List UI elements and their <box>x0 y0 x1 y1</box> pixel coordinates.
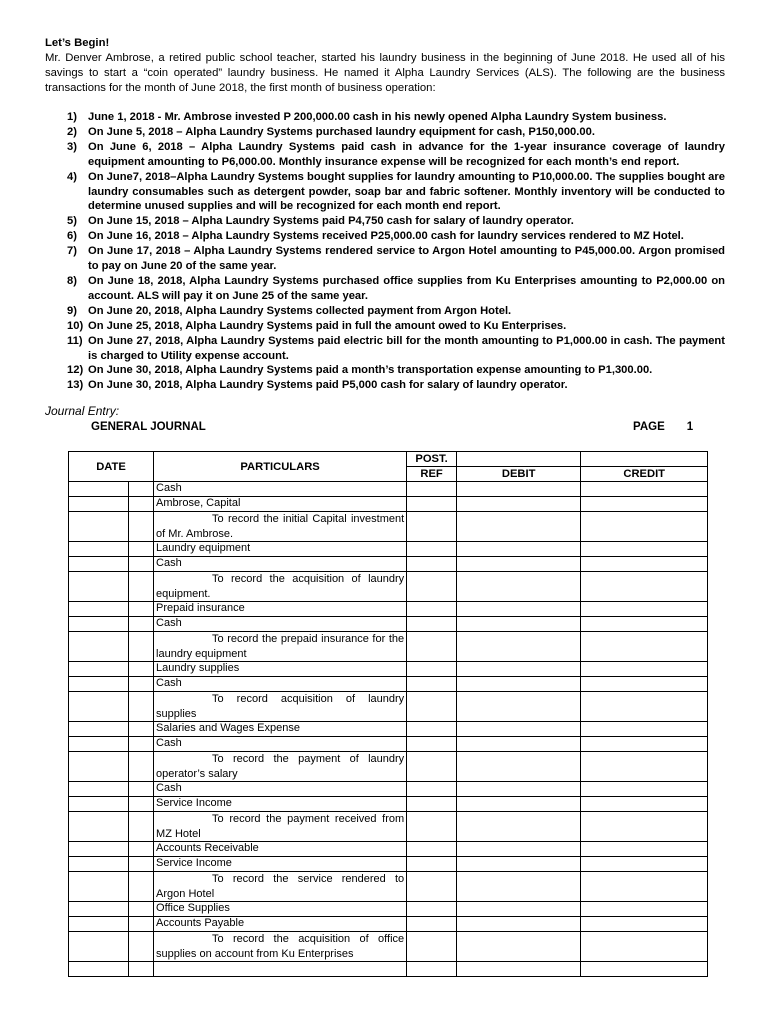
credit-cell[interactable] <box>581 572 708 602</box>
date-day-cell[interactable] <box>129 617 154 632</box>
particulars-cell <box>154 692 407 722</box>
journal-row <box>69 737 708 752</box>
post-ref-cell[interactable] <box>407 482 457 497</box>
journal-row <box>69 812 708 842</box>
post-ref-cell[interactable] <box>407 602 457 617</box>
explanation-text: To record the payment received from MZ Hotel <box>156 813 405 840</box>
credit-header: CREDIT <box>581 467 708 482</box>
date-day-cell[interactable] <box>129 497 154 512</box>
journal-row <box>69 512 708 542</box>
credit-cell[interactable] <box>581 842 708 857</box>
debit-cell[interactable] <box>456 752 580 782</box>
credit-cell[interactable] <box>581 797 708 812</box>
debit-cell[interactable] <box>456 842 580 857</box>
transaction-text: On June 30, 2018, Alpha Laundry Systems paid P5,000 cash for salary of laundry operator. <box>88 379 568 392</box>
page-number: 1 <box>686 421 694 433</box>
credit-cell[interactable] <box>581 677 708 692</box>
date-month-cell[interactable] <box>69 557 129 572</box>
explanation-text: To record acquisition of laundry supplies <box>156 693 405 720</box>
credit-cell[interactable] <box>581 872 708 902</box>
transaction-number: 10) <box>67 319 84 332</box>
date-day-cell[interactable] <box>129 842 154 857</box>
post-ref-cell[interactable] <box>407 737 457 752</box>
particulars-cell: Cash <box>154 617 407 632</box>
particulars-cell: Cash <box>154 782 407 797</box>
transaction-text: On June 20, 2018, Alpha Laundry Systems collected payment from Argon Hotel. <box>88 304 512 317</box>
journal-row <box>69 557 708 572</box>
date-day-cell[interactable] <box>129 932 154 962</box>
date-month-cell[interactable] <box>69 812 129 842</box>
particulars-cell: Laundry equipment <box>154 542 407 557</box>
post-ref-header-line2: REF <box>407 467 457 482</box>
transaction-number: 4) <box>67 170 77 183</box>
date-day-cell[interactable] <box>129 692 154 722</box>
credit-cell[interactable] <box>581 722 708 737</box>
transaction-text: On June 6, 2018 – Alpha Laundry Systems paid cash in advance for the 1-year insurance coverage of laundry equipment amounting to P6,000.00. Monthly insurance expense will be recognized for each month’s end report. <box>88 140 725 168</box>
journal-row <box>69 962 708 977</box>
journal-row <box>69 662 708 677</box>
debit-cell[interactable] <box>456 872 580 902</box>
explanation-text: To record the prepaid insurance for the laundry equipment <box>156 633 405 660</box>
date-day-cell[interactable] <box>129 557 154 572</box>
post-ref-cell[interactable] <box>407 962 457 977</box>
particulars-cell: Cash <box>154 557 407 572</box>
post-ref-cell[interactable] <box>407 557 457 572</box>
date-month-cell[interactable] <box>69 917 129 932</box>
general-journal-title: GENERAL JOURNAL <box>91 421 206 433</box>
debit-cell[interactable] <box>456 722 580 737</box>
particulars-cell: Cash <box>154 737 407 752</box>
journal-row <box>69 842 708 857</box>
particulars-cell: Service Income <box>154 797 407 812</box>
particulars-cell <box>154 752 407 782</box>
credit-cell[interactable] <box>581 692 708 722</box>
post-ref-cell[interactable] <box>407 662 457 677</box>
debit-header-top <box>456 452 580 467</box>
post-ref-cell[interactable] <box>407 722 457 737</box>
date-month-cell[interactable] <box>69 632 129 662</box>
journal-row <box>69 632 708 662</box>
debit-cell[interactable] <box>456 542 580 557</box>
particulars-cell <box>154 812 407 842</box>
transaction-text: June 1, 2018 - Mr. Ambrose invested P 200,000.00 cash in his newly opened Alpha Laundry System business. <box>88 111 667 123</box>
date-month-cell[interactable] <box>69 602 129 617</box>
date-day-cell[interactable] <box>129 962 154 977</box>
journal-row <box>69 722 708 737</box>
credit-cell[interactable] <box>581 497 708 512</box>
journal-row <box>69 797 708 812</box>
particulars-cell <box>154 872 407 902</box>
debit-cell[interactable] <box>456 482 580 497</box>
post-ref-cell[interactable] <box>407 782 457 797</box>
date-day-cell[interactable] <box>129 902 154 917</box>
debit-cell[interactable] <box>456 602 580 617</box>
debit-cell[interactable] <box>456 572 580 602</box>
debit-cell[interactable] <box>456 497 580 512</box>
transaction-number: 5) <box>67 215 77 228</box>
journal-row <box>69 752 708 782</box>
debit-cell[interactable] <box>456 902 580 917</box>
credit-cell[interactable] <box>581 512 708 542</box>
particulars-cell: Cash <box>154 482 407 497</box>
post-ref-cell[interactable] <box>407 572 457 602</box>
particulars-cell <box>154 632 407 662</box>
journal-row <box>69 932 708 962</box>
post-ref-cell[interactable] <box>407 917 457 932</box>
debit-cell[interactable] <box>456 857 580 872</box>
date-month-cell[interactable] <box>69 512 129 542</box>
transaction-number: 7) <box>67 245 77 258</box>
transaction-text: On June7, 2018–Alpha Laundry Systems bought supplies for laundry amounting to P10,000.00. The supplies bought are laundry consumables such as detergent powder, soap bar and fabric softener. Monthly inventory will be conducted to determine unused supplies and will be recognized for each month end report. <box>88 170 725 213</box>
post-ref-cell[interactable] <box>407 632 457 662</box>
page-label: PAGE <box>633 421 665 433</box>
explanation-text: To record the acquisition of office supplies on account from Ku Enterprises <box>156 933 405 960</box>
particulars-header: PARTICULARS <box>154 452 407 482</box>
particulars-cell: Office Supplies <box>154 902 407 917</box>
transaction-number: 2) <box>67 125 77 138</box>
particulars-cell: Ambrose, Capital <box>154 497 407 512</box>
transaction-item <box>45 378 725 393</box>
particulars-cell <box>154 572 407 602</box>
date-day-cell[interactable] <box>129 917 154 932</box>
post-ref-cell[interactable] <box>407 752 457 782</box>
date-day-cell[interactable] <box>129 737 154 752</box>
explanation-text: To record the initial Capital investment of Mr. Ambrose. <box>156 513 405 540</box>
date-month-cell[interactable] <box>69 572 129 602</box>
particulars-cell: Accounts Receivable <box>154 842 407 857</box>
journal-row <box>69 602 708 617</box>
transaction-number: 8) <box>67 274 77 287</box>
credit-cell[interactable] <box>581 632 708 662</box>
journal-row <box>69 902 708 917</box>
date-day-cell[interactable] <box>129 512 154 542</box>
transaction-item <box>45 334 725 364</box>
post-ref-cell[interactable] <box>407 677 457 692</box>
debit-cell[interactable] <box>456 677 580 692</box>
debit-cell[interactable] <box>456 557 580 572</box>
date-day-cell[interactable] <box>129 482 154 497</box>
debit-cell[interactable] <box>456 917 580 932</box>
debit-cell[interactable] <box>456 962 580 977</box>
debit-cell[interactable] <box>456 797 580 812</box>
intro-section <box>45 36 725 96</box>
date-day-cell[interactable] <box>129 752 154 782</box>
post-ref-cell[interactable] <box>407 872 457 902</box>
journal-row <box>69 872 708 902</box>
credit-cell[interactable] <box>581 557 708 572</box>
particulars-cell: Service Income <box>154 857 407 872</box>
date-month-cell[interactable] <box>69 662 129 677</box>
journal-row <box>69 782 708 797</box>
debit-cell[interactable] <box>456 932 580 962</box>
date-header: DATE <box>69 452 154 482</box>
date-day-cell[interactable] <box>129 722 154 737</box>
journal-row <box>69 482 708 497</box>
post-ref-cell[interactable] <box>407 857 457 872</box>
explanation-text: To record the payment of laundry operator’s salary <box>156 753 405 780</box>
post-ref-cell[interactable] <box>407 842 457 857</box>
particulars-cell: Accounts Payable <box>154 917 407 932</box>
debit-cell[interactable] <box>456 512 580 542</box>
particulars-cell: Prepaid insurance <box>154 602 407 617</box>
credit-cell[interactable] <box>581 782 708 797</box>
journal-row <box>69 617 708 632</box>
particulars-cell: Cash <box>154 677 407 692</box>
date-month-cell[interactable] <box>69 722 129 737</box>
post-ref-cell[interactable] <box>407 512 457 542</box>
date-day-cell[interactable] <box>129 677 154 692</box>
date-month-cell[interactable] <box>69 752 129 782</box>
transaction-item <box>45 319 725 334</box>
journal-row <box>69 677 708 692</box>
debit-cell[interactable] <box>456 632 580 662</box>
date-day-cell[interactable] <box>129 542 154 557</box>
date-month-cell[interactable] <box>69 692 129 722</box>
journal-row <box>69 497 708 512</box>
credit-cell[interactable] <box>581 962 708 977</box>
post-ref-cell[interactable] <box>407 902 457 917</box>
credit-cell[interactable] <box>581 752 708 782</box>
particulars-cell <box>154 512 407 542</box>
particulars-cell <box>154 932 407 962</box>
credit-cell[interactable] <box>581 602 708 617</box>
transaction-text: On June 17, 2018 – Alpha Laundry Systems rendered service to Argon Hotel amounting to P45,000.00. Argon promised to pay on June 20 of the same year. <box>88 245 725 273</box>
transaction-item <box>45 363 725 378</box>
transaction-number: 6) <box>67 230 77 243</box>
credit-cell[interactable] <box>581 917 708 932</box>
date-month-cell[interactable] <box>69 932 129 962</box>
credit-cell[interactable] <box>581 662 708 677</box>
particulars-cell: Salaries and Wages Expense <box>154 722 407 737</box>
intro-heading: Let’s Begin! <box>45 37 110 49</box>
post-ref-cell[interactable] <box>407 692 457 722</box>
journal-body <box>69 482 708 977</box>
date-month-cell[interactable] <box>69 857 129 872</box>
date-month-cell[interactable] <box>69 482 129 497</box>
transaction-text: On June 18, 2018, Alpha Laundry Systems purchased office supplies from Ku Enterprises amounting to P2,000.00 on account. ALS will pay it on June 25 of the same year. <box>88 274 725 302</box>
date-day-cell[interactable] <box>129 812 154 842</box>
post-ref-cell[interactable] <box>407 797 457 812</box>
credit-cell[interactable] <box>581 932 708 962</box>
date-month-cell[interactable] <box>69 737 129 752</box>
debit-header: DEBIT <box>456 467 580 482</box>
journal-row <box>69 917 708 932</box>
journal-entry-label: Journal Entry: <box>45 404 120 418</box>
page-indicator <box>633 421 693 433</box>
post-ref-cell[interactable] <box>407 542 457 557</box>
explanation-text: To record the acquisition of laundry equipment. <box>156 573 405 600</box>
credit-cell[interactable] <box>581 482 708 497</box>
debit-cell[interactable] <box>456 617 580 632</box>
transaction-number: 3) <box>67 140 77 153</box>
transaction-item <box>45 274 725 304</box>
transaction-list <box>45 110 725 393</box>
credit-cell[interactable] <box>581 617 708 632</box>
date-day-cell[interactable] <box>129 632 154 662</box>
general-journal-table <box>68 451 708 977</box>
date-month-cell[interactable] <box>69 872 129 902</box>
transaction-item <box>45 214 725 229</box>
date-month-cell[interactable] <box>69 497 129 512</box>
date-day-cell[interactable] <box>129 797 154 812</box>
date-day-cell[interactable] <box>129 602 154 617</box>
transaction-text: On June 27, 2018, Alpha Laundry Systems paid electric bill for the month amounting to P1,000.00 in cash. The payment is charged to Utility expense account. <box>88 334 725 362</box>
debit-cell[interactable] <box>456 737 580 752</box>
date-day-cell[interactable] <box>129 662 154 677</box>
post-ref-cell[interactable] <box>407 812 457 842</box>
debit-cell[interactable] <box>456 782 580 797</box>
debit-cell[interactable] <box>456 662 580 677</box>
transaction-text: On June 15, 2018 – Alpha Laundry Systems paid P4,750 cash for salary of laundry operator. <box>88 215 574 228</box>
transaction-item <box>45 304 725 319</box>
transaction-number: 11) <box>67 334 83 347</box>
transaction-number: 1) <box>67 111 77 123</box>
transaction-item <box>45 170 725 215</box>
transaction-text: On June 5, 2018 – Alpha Laundry Systems purchased laundry equipment for cash, P150,000.00. <box>88 125 595 138</box>
credit-cell[interactable] <box>581 857 708 872</box>
credit-cell[interactable] <box>581 902 708 917</box>
credit-cell[interactable] <box>581 542 708 557</box>
explanation-text: To record the service rendered to Argon Hotel <box>156 873 405 900</box>
credit-header-top <box>581 452 708 467</box>
journal-row <box>69 692 708 722</box>
credit-cell[interactable] <box>581 812 708 842</box>
date-month-cell[interactable] <box>69 677 129 692</box>
date-day-cell[interactable] <box>129 857 154 872</box>
date-month-cell[interactable] <box>69 902 129 917</box>
transaction-text: On June 16, 2018 – Alpha Laundry Systems received P25,000.00 cash for laundry services rendered to MZ Hotel. <box>88 230 684 243</box>
post-ref-cell[interactable] <box>407 617 457 632</box>
debit-cell[interactable] <box>456 812 580 842</box>
credit-cell[interactable] <box>581 737 708 752</box>
post-ref-cell[interactable] <box>407 497 457 512</box>
date-month-cell[interactable] <box>69 617 129 632</box>
transaction-number: 13) <box>67 379 84 392</box>
particulars-cell <box>154 962 407 977</box>
date-month-cell[interactable] <box>69 797 129 812</box>
date-month-cell[interactable] <box>69 782 129 797</box>
date-month-cell[interactable] <box>69 842 129 857</box>
transaction-text: On June 30, 2018, Alpha Laundry Systems paid a month’s transportation expense amounting to P1,300.00. <box>88 364 653 377</box>
transaction-number: 9) <box>67 304 77 317</box>
debit-cell[interactable] <box>456 692 580 722</box>
post-ref-cell[interactable] <box>407 932 457 962</box>
intro-paragraph: Mr. Denver Ambrose, a retired public school teacher, started his laundry business in the beginning of June 2018. He used all of his savings to start a “coin operated” laundry business. He named it Alpha Laundry Services (ALS). The following are the business transactions for the month of June 2018, the first month of business operation: <box>45 52 725 94</box>
journal-row <box>69 857 708 872</box>
particulars-cell: Laundry supplies <box>154 662 407 677</box>
transaction-item <box>45 140 725 170</box>
transaction-item <box>45 244 725 274</box>
transaction-item <box>45 229 725 244</box>
transaction-number: 12) <box>67 364 84 377</box>
post-ref-header-line1: POST. <box>407 452 457 467</box>
journal-row <box>69 542 708 557</box>
date-day-cell[interactable] <box>129 782 154 797</box>
date-day-cell[interactable] <box>129 572 154 602</box>
transaction-item <box>45 110 725 125</box>
transaction-text: On June 25, 2018, Alpha Laundry Systems paid in full the amount owed to Ku Enterprises. <box>88 319 567 332</box>
date-day-cell[interactable] <box>129 872 154 902</box>
journal-row <box>69 572 708 602</box>
date-month-cell[interactable] <box>69 542 129 557</box>
date-month-cell[interactable] <box>69 962 129 977</box>
transaction-item <box>45 125 725 140</box>
